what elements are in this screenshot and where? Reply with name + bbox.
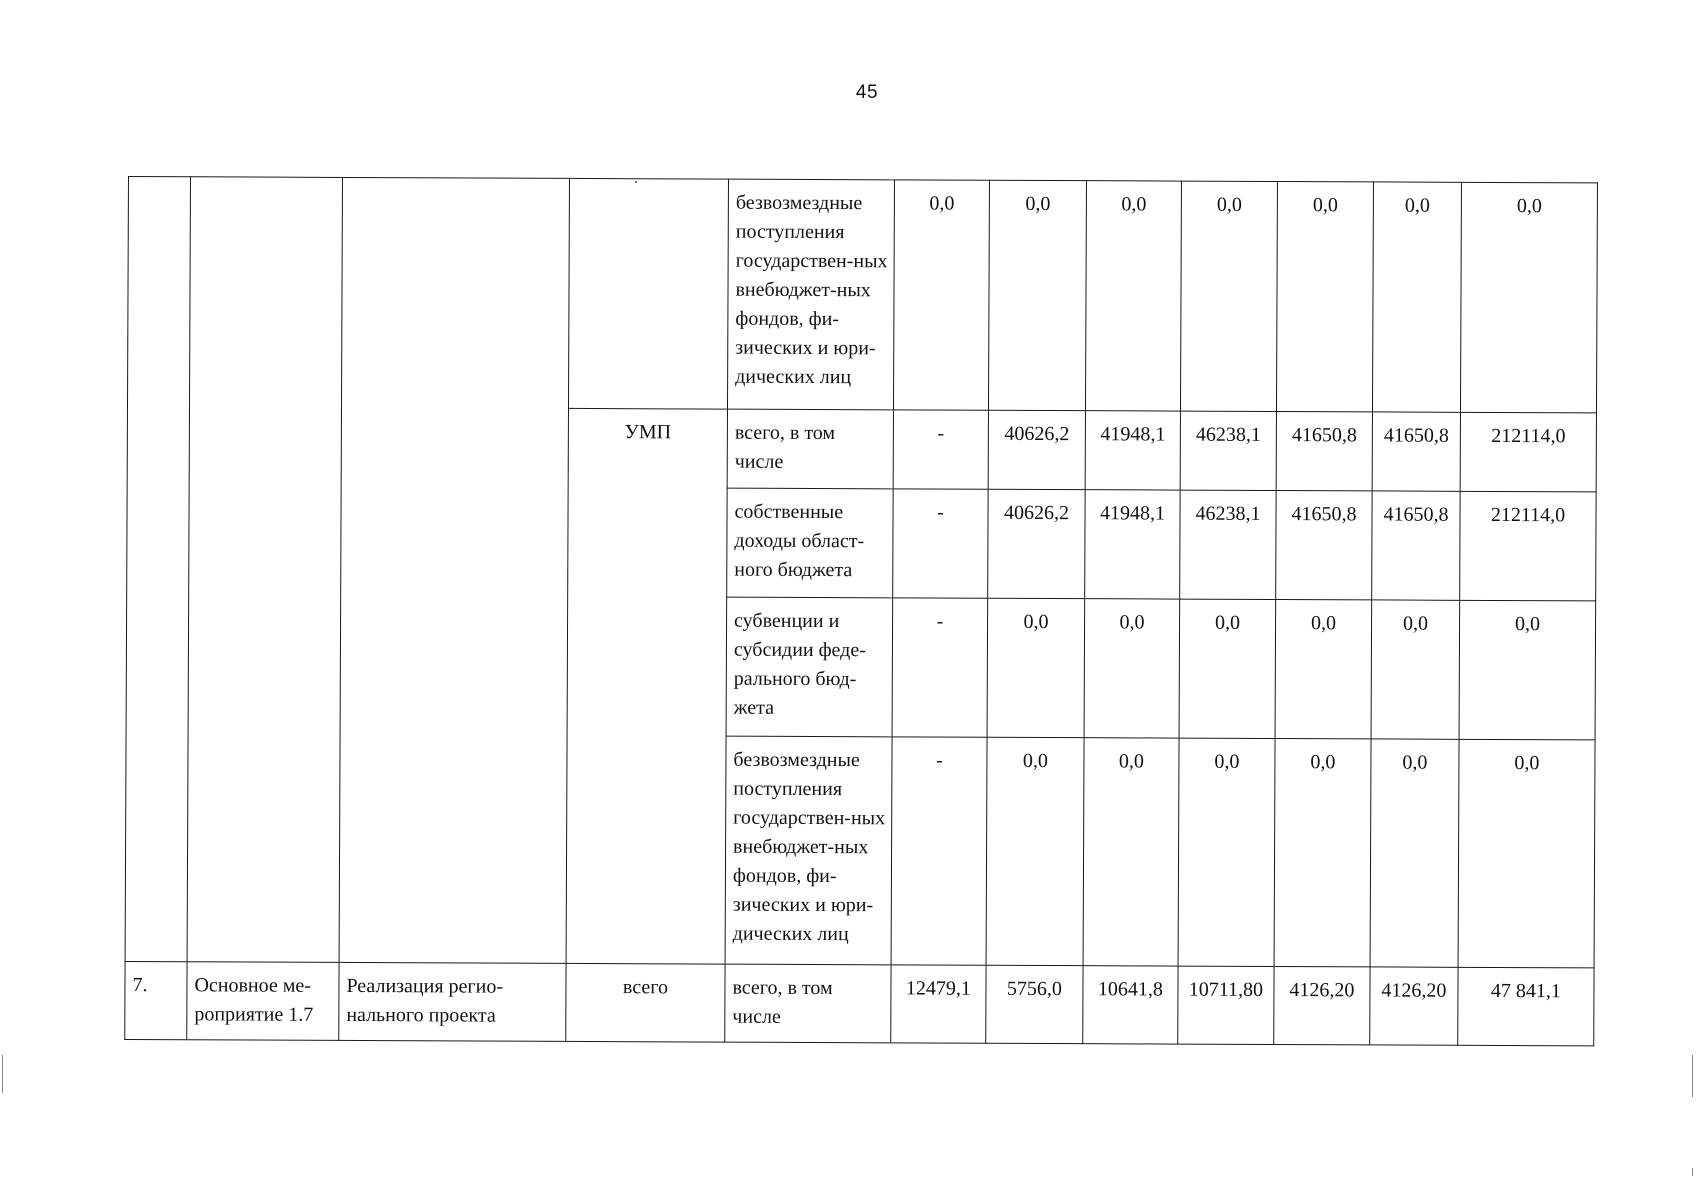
value-cell: 41948,1 — [1085, 490, 1180, 599]
value-cell: 0,0 — [1085, 181, 1181, 411]
funding-source: всего, в том числе — [727, 409, 893, 489]
value-cell: - — [893, 410, 988, 489]
measure-cell: Основное ме-роприятие 1.7 — [187, 962, 339, 1041]
value-cell: 0,0 — [1274, 739, 1371, 967]
title-cell — [339, 177, 569, 963]
page-number: 45 — [855, 82, 879, 103]
funding-source: безвозмездные поступления государствен-ных внебюджет-ных фондов, фи-зических и юри-дических лиц — [725, 736, 892, 965]
value-cell: 0,0 — [1084, 599, 1180, 738]
funding-source: безвозмездные поступления государствен-ных внебюджет-ных фондов, фи-зических и юри-дических лиц — [727, 179, 894, 410]
value-cell: 41650,8 — [1276, 412, 1372, 491]
value-cell: 0,0 — [1372, 182, 1461, 412]
scan-margin-mark — [1692, 1055, 1693, 1097]
scan-margin-mark — [2, 1055, 3, 1093]
budget-table-wrapper — [124, 176, 1598, 1046]
value-cell: 40626,2 — [988, 410, 1085, 489]
value-cell: 0,0 — [1371, 600, 1460, 739]
total-cell: 0,0 — [1458, 739, 1595, 968]
value-cell: 0,0 — [1083, 738, 1179, 966]
value-cell: 0,0 — [1276, 182, 1373, 412]
value-cell: 46238,1 — [1180, 411, 1276, 490]
scan-margin-mark — [1692, 1168, 1693, 1176]
value-cell: 0,0 — [987, 598, 1085, 737]
value-cell: 0,0 — [1275, 600, 1372, 739]
executor-cell: всего — [566, 963, 725, 1042]
value-cell: - — [892, 598, 988, 737]
value-cell: 0,0 — [988, 180, 1086, 410]
total-cell: 0,0 — [1459, 600, 1596, 740]
funding-source: субвенции и субсидии феде-рального бюд-жета — [726, 597, 893, 737]
value-cell: 46238,1 — [1180, 490, 1276, 599]
value-cell: 0,0 — [1370, 739, 1459, 967]
value-cell: 12479,1 — [891, 965, 986, 1043]
table-row — [127, 177, 1597, 413]
value-cell: 4126,20 — [1274, 967, 1370, 1045]
value-cell: 41650,8 — [1372, 491, 1460, 600]
value-cell: 40626,2 — [988, 489, 1085, 598]
table-row — [125, 961, 1594, 1045]
total-cell: 0,0 — [1460, 182, 1597, 413]
value-cell: 41948,1 — [1085, 411, 1180, 490]
value-cell: - — [891, 737, 987, 965]
value-cell: 10641,8 — [1083, 966, 1178, 1044]
index-cell: 7. — [125, 961, 187, 1039]
funding-source: собственные доходы област-ного бюджета — [727, 488, 893, 598]
title-cell: Реализация регио-нального проекта — [339, 962, 566, 1041]
value-cell: 0,0 — [893, 180, 989, 410]
value-cell: 10711,80 — [1178, 966, 1274, 1044]
funding-source: всего, в том числе — [725, 964, 891, 1043]
value-cell: 0,0 — [1178, 738, 1275, 966]
executor-cell: УМП — [566, 408, 727, 964]
budget-table — [124, 176, 1598, 1046]
value-cell: - — [893, 489, 988, 598]
value-cell: 41650,8 — [1372, 412, 1460, 491]
value-cell: 0,0 — [1180, 181, 1277, 411]
measure-cell — [187, 177, 342, 963]
value-cell: 0,0 — [986, 737, 1084, 965]
value-cell: 41650,8 — [1276, 491, 1372, 600]
total-cell: 47 841,1 — [1458, 967, 1594, 1046]
total-cell: 212114,0 — [1460, 491, 1596, 601]
index-cell — [125, 177, 190, 962]
value-cell: 4126,20 — [1370, 967, 1458, 1045]
executor-cell — [568, 178, 728, 409]
value-cell: 5756,0 — [986, 965, 1083, 1043]
value-cell: 0,0 — [1179, 599, 1276, 738]
total-cell: 212114,0 — [1460, 412, 1596, 492]
